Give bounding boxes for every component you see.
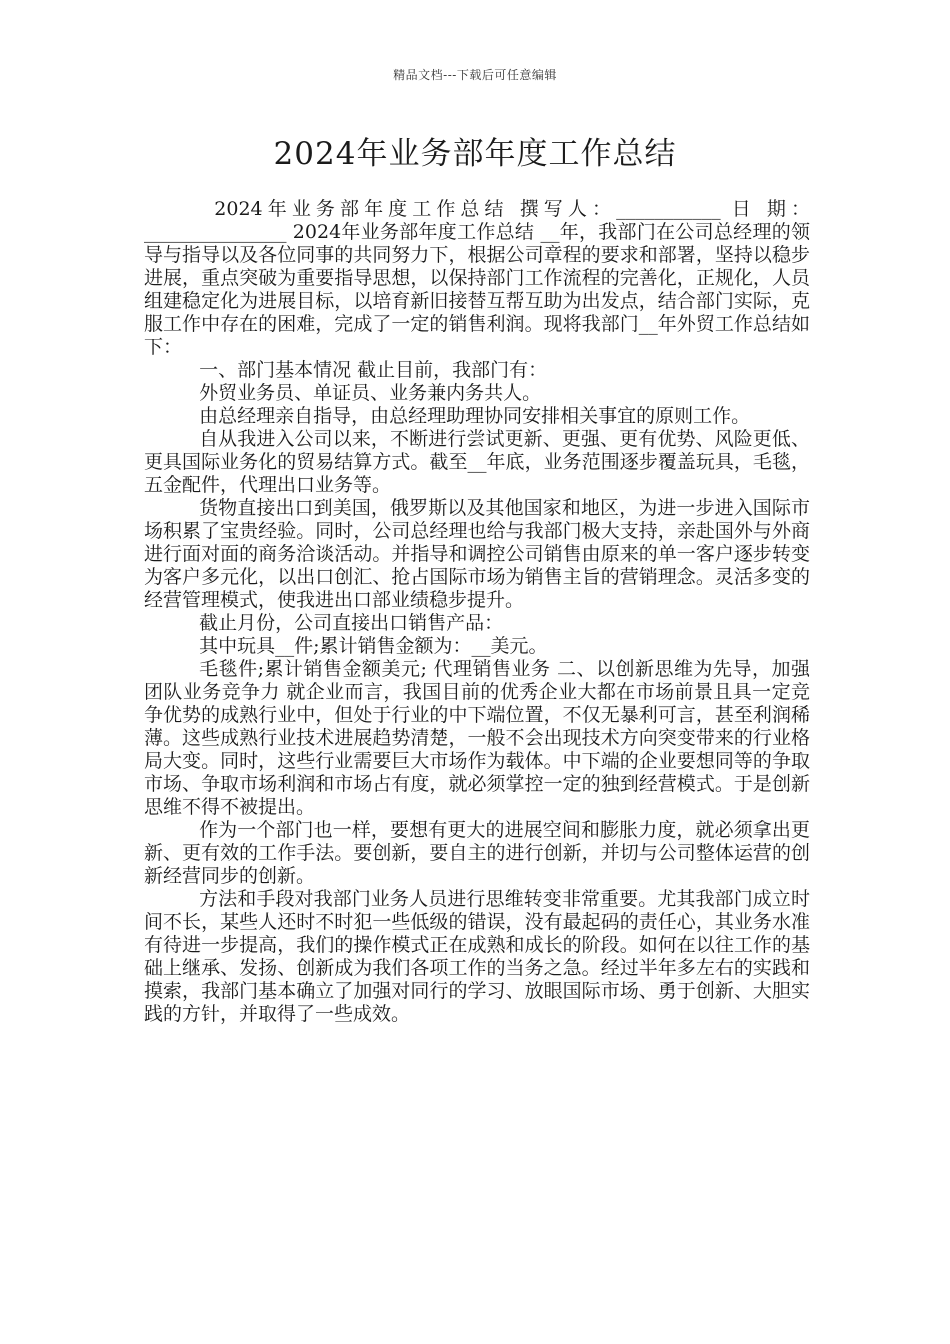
paragraph-export: 货物直接出口到美国，俄罗斯以及其他国家和地区，为进一步进入国际市场积累了宝贵经验。同时，公司总经理也给与我部门极大支持，亲赴国外与外商进行面对面的商务洽谈活动。并指导和调控公司销售由原来的单一客户逐步转变为客户多元化，以出口创汇、抢占国际市场为销售主旨的营销理念。灵活多变的经营管理模式，使我进出口部业绩稳步提升。 [144,497,810,611]
paragraph-toys: 其中玩具__件;累计销售金额为：__美元。 [199,635,548,657]
paragraph-intro: 2024年业务部年度工作总结 撰写人：___________ 日 期：_______________ 2024年业务部年度工作总结 __年，我部门在公司总经理的领导与指导以及各位同事的共同努力下，根据公司章程的要求和部署，坚持以稳步进展，重点突破为重要指导思想，以保持部门工作流程的完善化，正规化，人员组建稳定化为进展目标，以培育新旧接替互帮互助为出发点，结合部门实际，克服工作中存在的困难，完成了一定的销售利润。现将我部门__年外贸工作总结如下： [144,198,810,358]
document-body [144,198,810,1026]
paragraph-settlement: 自从我进入公司以来，不断进行尝试更新、更强、更有优势、风险更低、更具国际业务化的贸易结算方式。截至__年底，业务范围逐步覆盖玩具，毛毯，五金配件，代理出口业务等。 [144,428,810,496]
paragraph-sales-intro: 截止月份，公司直接出口销售产品： [199,612,504,634]
page-header-note: 精品文档---下载后可任意编辑 [393,68,557,82]
paragraph-innovation: 毛毯件;累计销售金额美元; 代理销售业务 二、以创新思维为先导，加强团队业务竞争力 就企业而言，我国目前的优秀企业大都在市场前景且具一定竞争优势的成熟行业中，但处于行业的中下端位置，不仅无暴利可言，甚至利润稀薄。这些成熟行业技术进展趋势清楚，一般不会出现技术方向突变带来的行业格局大变。同时，这些行业需要巨大市场作为载体。中下端的企业要想同等的争取市场、争取市场利润和市场占有度，就必须掌控一定的独到经营模式。于是创新思维不得不被提出。 [144,658,810,818]
paragraph-guidance: 由总经理亲自指导，由总经理助理协同安排相关事宜的原则工作。 [199,405,751,427]
paragraph-department: 作为一个部门也一样，要想有更大的进展空间和膨胀力度，就必须拿出更新、更有效的工作手法。要创新，要自主的进行创新，并切与公司整体运营的创新经营同步的创新。 [144,819,810,887]
paragraph-staff: 外贸业务员、单证员、业务兼内务共人。 [199,382,542,404]
paragraph-section-one-heading: 一、部门基本情况 截止目前，我部门有： [199,359,548,381]
paragraph-methods: 方法和手段对我部门业务人员进行思维转变非常重要。尤其我部门成立时间不长，某些人还时不时犯一些低级的错误，没有最起码的责任心，其业务水准有待进一步提高，我们的操作模式正在成熟和成长的阶段。如何在以往工作的基础上继承、发扬、创新成为我们各项工作的当务之急。经过半年多左右的实践和摸索，我部门基本确立了加强对同行的学习、放眼国际市场、勇于创新、大胆实践的方针，并取得了一些成效。 [144,888,810,1025]
document-title: 2024年业务部年度工作总结 [273,136,677,172]
